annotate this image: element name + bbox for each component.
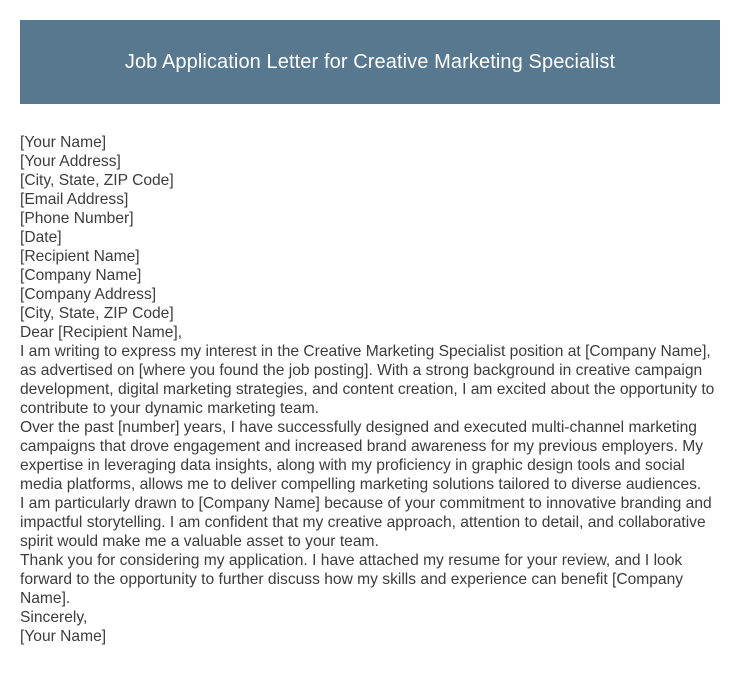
sender-name: [Your Name] xyxy=(20,134,107,151)
sender-phone: [Phone Number] xyxy=(20,210,134,227)
recipient-company-address: [Company Address] xyxy=(20,286,157,303)
recipient-name: [Recipient Name] xyxy=(20,248,140,265)
paragraph-intro: I am writing to express my interest in the Creative Marketing Specialist position at [Company Name], as advertised on [where you found the job posting]. With a strong background in creative campaign development, digital marketing strategies, and content creation, I am excited about the opportunity to contribute to your dynamic marketing team. xyxy=(20,343,715,417)
title-banner xyxy=(20,20,720,104)
sender-email: [Email Address] xyxy=(20,191,129,208)
closing: Sincerely, xyxy=(20,609,88,626)
salutation: Dear [Recipient Name], xyxy=(20,324,183,341)
letter-date: [Date] xyxy=(20,229,62,246)
sender-city-state-zip: [City, State, ZIP Code] xyxy=(20,172,174,189)
page-title: Job Application Letter for Creative Marketing Specialist xyxy=(124,50,616,73)
signature: [Your Name] xyxy=(20,628,107,645)
recipient-city-state-zip: [City, State, ZIP Code] xyxy=(20,305,174,322)
sender-address: [Your Address] xyxy=(20,153,121,170)
paragraph-experience: Over the past [number] years, I have successfully designed and executed multi-channel marketing campaigns that drove engagement and increased brand awareness for my previous employers. My expertise in leveraging data insights, along with my proficiency in graphic design tools and social media platforms, allows me to deliver compelling marketing solutions tailored to diverse audiences. xyxy=(20,419,704,493)
recipient-company: [Company Name] xyxy=(20,267,142,284)
paragraph-closing: Thank you for considering my application. I have attached my resume for your review, and I look forward to the opportunity to further discuss how my skills and experience can benefit [Company Name]. xyxy=(20,552,684,607)
letter-body xyxy=(20,133,720,646)
paragraph-motivation: I am particularly drawn to [Company Name] because of your commitment to innovative branding and impactful storytelling. I am confident that my creative approach, attention to detail, and collaborative spirit would make me a valuable asset to your team. xyxy=(20,495,712,550)
